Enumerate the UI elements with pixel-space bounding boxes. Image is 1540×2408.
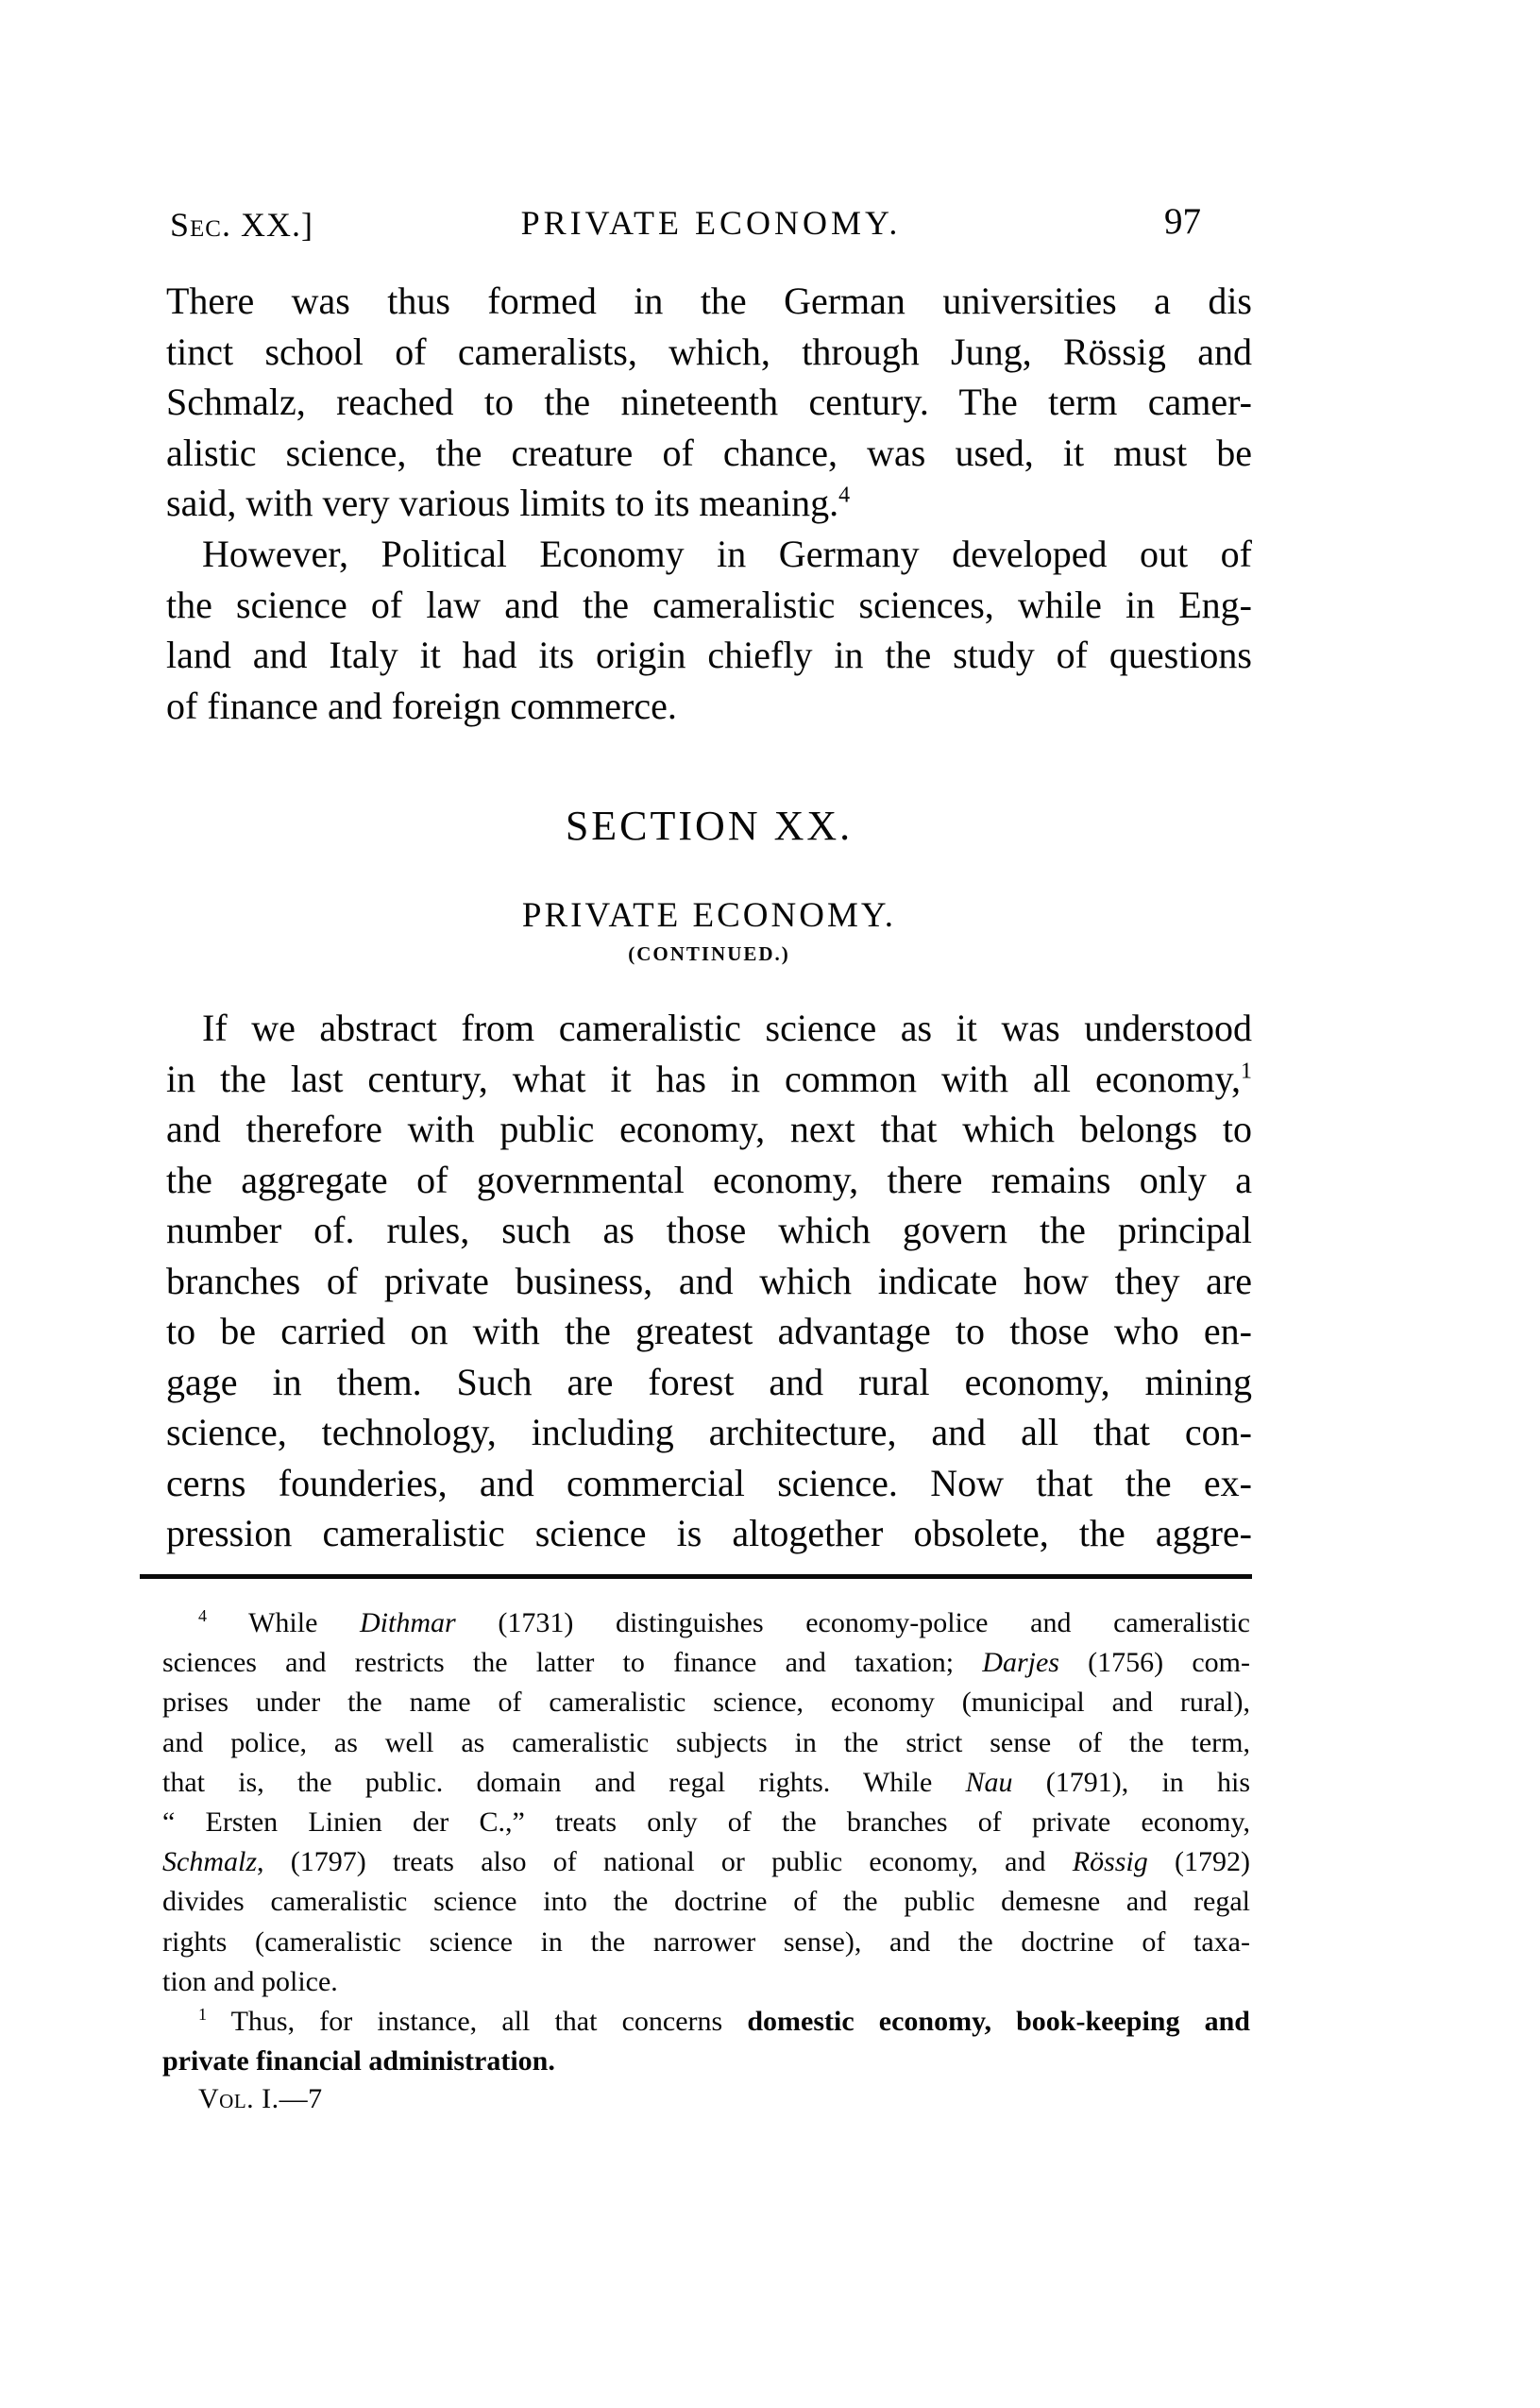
header-section-label: Sec. XX.] [170,206,313,244]
text-line: However, Political Economy in Germany developed out of [202,533,1252,575]
text-line: the science of law and the cameralistic sciences, while in Eng- [166,583,1252,626]
volume-signature-line: Vol. I.—7 [198,2083,323,2114]
footnote-divider-rule [140,1574,1252,1579]
text-line: gage in them. Such are forest and rural economy, mining [166,1360,1252,1403]
text-line: said, with very various limits to its meaning.$^4$ [166,482,851,524]
text-line: “ Ersten Linien der C.,” treats only of the branches of private economy, [162,1806,1250,1839]
text-line: cerns founderies, and commercial science. Now that the ex- [166,1461,1252,1504]
text-line: private financial administration. [162,2045,555,2077]
footnote-1 [162,2002,1250,2081]
text-line: sciences and restricts the latter to finance and taxation; Darjes (1756) com- [162,1647,1250,1679]
text-line: in the last century, what it has in common with all economy,$^1$ [166,1057,1252,1100]
header-running-title: PRIVATE ECONOMY. [520,204,902,242]
text-line: prises under the name of cameralistic science, economy (municipal and rural), [162,1687,1250,1719]
text-line: number of. rules, such as those which govern the principal [166,1209,1252,1251]
section-heading: SECTION XX. [565,803,854,849]
text-line: land and Italy it had its origin chiefly in the study of questions [166,634,1252,676]
running-header [170,200,1252,247]
continued-label: (CONTINUED.) [628,942,790,965]
text-line: science, technology, including architecture, and all that con- [166,1411,1252,1453]
text-line: $^1$ Thus, for instance, all that concerns domestic economy, book-keeping and [198,2005,1250,2037]
section-subtitle: PRIVATE ECONOMY. [521,896,897,935]
text-line: $^4$ While Dithmar (1731) distinguishes economy-police and cameralistic [198,1606,1250,1638]
text-line: rights (cameralistic science in the narrower sense), and the doctrine of taxa- [162,1925,1250,1958]
text-line: the aggregate of governmental economy, there remains only a [166,1158,1252,1201]
paragraph-3 [166,1003,1252,1559]
text-line: and therefore with public economy, next that which belongs to [166,1108,1252,1150]
text-line: divides cameralistic science into the doctrine of the public demesne and regal [162,1886,1250,1918]
text-line: branches of private business, and which indicate how they are [166,1259,1252,1302]
text-line: that is, the public. domain and regal rights. While Nau (1791), in his [162,1766,1251,1798]
text-line: of finance and foreign commerce. [166,684,677,727]
text-line: There was thus formed in the German universities a dis [166,280,1252,322]
text-line: to be carried on with the greatest advantage to those who en- [166,1310,1252,1352]
text-line: and police, as well as cameralistic subjects in the strict sense of the term, [162,1726,1250,1758]
text-line: alistic science, the creature of chance, was used, it must be [166,431,1252,474]
text-line: Schmalz, reached to the nineteenth century. The term camer- [166,381,1252,423]
text-line: Schmalz, (1797) treats also of national or public economy, and Rössig (1792) [162,1846,1250,1878]
text-line: pression cameralistic science is altogether obsolete, the aggre- [166,1512,1252,1554]
header-page-number: 97 [1164,201,1201,242]
paragraph-2 [166,529,1252,731]
text-line: tinct school of cameralists, which, through Jung, Rössig and [166,330,1252,373]
footnote-4 [162,1603,1250,2002]
text-line: tion and police. [162,1965,338,1997]
text-line: If we abstract from cameralistic science as it was understood [202,1007,1252,1049]
paragraph-1 [166,276,1252,529]
